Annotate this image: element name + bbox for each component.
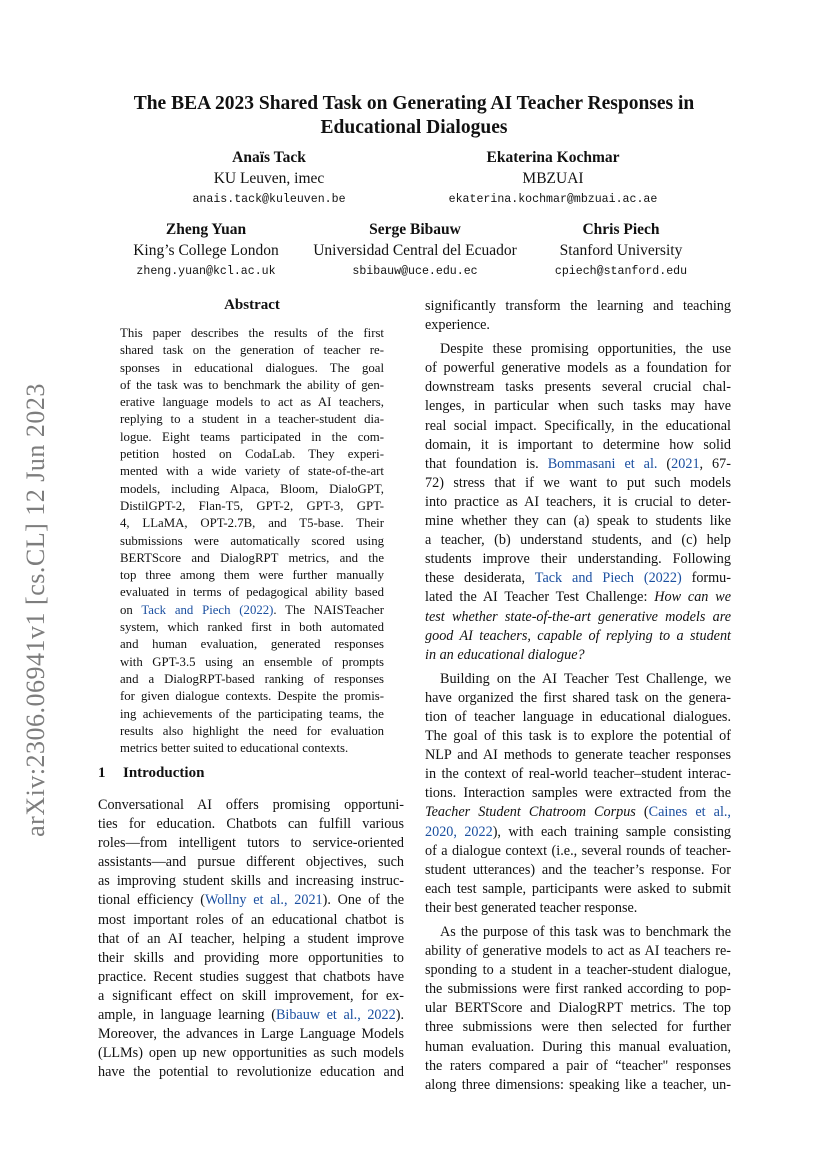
intro-paragraph bbox=[98, 796, 404, 1082]
text-run: ). bbox=[395, 1007, 404, 1024]
author-affiliation: Stanford University bbox=[559, 242, 683, 259]
text-line: have organized the first shared task on the genera- bbox=[425, 689, 731, 706]
text-line: good AI teachers, capable of replying to a student bbox=[425, 627, 731, 644]
title-line-1: The BEA 2023 Shared Task on Generating AI Teacher Responses in bbox=[133, 93, 695, 114]
text-line: Conversational AI offers promising opportuni- bbox=[98, 797, 404, 813]
text-line: the raters compared a pair of “teacher" responses bbox=[425, 1057, 731, 1074]
text-line: (LLMs) open up new opportunities as such models bbox=[98, 1045, 404, 1062]
text-line: ular BERTScore and DialogRPT metrics. The top bbox=[425, 1000, 731, 1017]
author-email[interactable]: anais.tack@kuleuven.be bbox=[192, 193, 346, 206]
author-name: Ekaterina Kochmar bbox=[486, 149, 620, 166]
abstract-line bbox=[120, 602, 384, 619]
author-email[interactable]: sbibauw@uce.edu.ec bbox=[352, 265, 478, 278]
abstract-line: metrics better suited to educational contexts. bbox=[120, 741, 349, 756]
text-line: students improve their understanding. Following bbox=[425, 551, 731, 568]
author-affiliation: Universidad Central del Ecuador bbox=[313, 242, 517, 259]
abstract-line: for given dialogue contexts. Despite the promis- bbox=[120, 689, 384, 704]
abstract-heading: Abstract bbox=[224, 297, 280, 313]
citation-link[interactable]: 2020, 2022 bbox=[425, 823, 493, 840]
text-line: have the potential to revolutionize education and bbox=[98, 1064, 404, 1081]
text-line: Building on the AI Teacher Test Challenge, we bbox=[440, 670, 731, 687]
author-email[interactable]: cpiech@stanford.edu bbox=[554, 265, 688, 278]
author-email[interactable]: ekaterina.kochmar@mbzuai.ac.ae bbox=[448, 193, 658, 206]
text-line: that of an AI teacher, helping a student improve bbox=[98, 930, 404, 947]
author-name: Zheng Yuan bbox=[165, 221, 247, 238]
text-line: in an educational dialogue? bbox=[425, 646, 585, 663]
citation-link[interactable]: 2021 bbox=[671, 455, 700, 472]
text-line: of powerful generative models as a foundation for bbox=[425, 360, 731, 377]
text-line: 72) stress that if we want to put such models bbox=[425, 474, 731, 491]
text-run: ( bbox=[635, 804, 649, 821]
text-line bbox=[98, 1006, 404, 1025]
abstract-line: 4, LLaMA, OPT-2.7B, and T5-base. Their bbox=[120, 516, 384, 531]
text-line bbox=[425, 803, 731, 822]
text-line: student utterances) and the teacher’s response. For bbox=[425, 861, 731, 878]
author-block bbox=[430, 148, 676, 211]
text-line: of a dialogue context (i.e., several rounds of teacher- bbox=[425, 842, 731, 859]
text-run: , 67- bbox=[699, 455, 731, 472]
citation-link[interactable]: Wollny et al., 2021 bbox=[205, 892, 323, 909]
text-run: on bbox=[120, 602, 142, 617]
text-run: ( bbox=[657, 455, 672, 472]
text-run: tional efficiency ( bbox=[98, 892, 206, 909]
author-block bbox=[126, 220, 286, 283]
title-line-2: Educational Dialogues bbox=[320, 117, 508, 138]
abstract-line: This paper describes the results of the first bbox=[120, 326, 384, 340]
citation-link[interactable]: Caines et al., bbox=[648, 804, 731, 821]
text-line: sponding to a student in a teacher-student dialogue, bbox=[425, 962, 731, 979]
abstract-line: replying to a student in a teacher-student dia- bbox=[120, 412, 384, 427]
author-block bbox=[178, 148, 360, 211]
paragraph bbox=[425, 670, 731, 918]
text-line bbox=[425, 823, 731, 842]
emphasis-run: Teacher Student Chatroom Corpus bbox=[425, 804, 636, 821]
abstract-line: and human evaluation, generated responses bbox=[120, 637, 384, 652]
right-column bbox=[425, 297, 731, 1100]
text-line: ties for education. Chatbots can fulfill various bbox=[98, 816, 404, 833]
text-line: As the purpose of this task was to benchmark the bbox=[440, 924, 731, 940]
section-heading-introduction bbox=[98, 765, 204, 782]
text-line: the submissions were first ranked according to pop- bbox=[425, 981, 731, 998]
text-run: ), with each training sample consisting bbox=[492, 823, 732, 840]
text-run: formu- bbox=[681, 570, 731, 587]
text-run: lated the AI Teacher Test Challenge: bbox=[425, 589, 655, 606]
abstract-line: and a DialogRPT-based ranking of responses bbox=[120, 671, 384, 686]
text-run: that foundation is. bbox=[425, 455, 548, 472]
text-line: along three dimensions: speaking like a teacher, un- bbox=[425, 1076, 731, 1093]
author-block bbox=[302, 220, 528, 283]
citation-link[interactable]: Tack and Piech (2022) bbox=[534, 570, 682, 587]
section-number: 1 bbox=[98, 765, 106, 781]
text-line: as improving student skills and increasing instruc- bbox=[98, 873, 404, 890]
abstract-line: of the task was to benchmark the ability of gen- bbox=[120, 377, 384, 392]
paragraph bbox=[425, 923, 731, 1095]
text-line: lenges, in particular when such tasks may have bbox=[425, 398, 731, 415]
text-line: their best generated teacher response. bbox=[425, 899, 638, 916]
text-line: most important roles of an educational chatbot is bbox=[98, 911, 404, 928]
abstract-line: top three among them were further manually bbox=[120, 568, 384, 583]
text-line: experience. bbox=[425, 317, 490, 334]
text-line bbox=[98, 891, 404, 910]
text-line: test whether state-of-the-art generative models are bbox=[425, 608, 731, 625]
text-line bbox=[425, 588, 731, 607]
text-line bbox=[425, 455, 731, 474]
paragraph bbox=[425, 340, 731, 665]
text-run: . The NAISTeacher bbox=[273, 602, 384, 617]
text-line: The goal of this task is to explore the potential of bbox=[425, 728, 731, 745]
arxiv-sidebar-stamp bbox=[8, 360, 64, 860]
text-line: significantly transform the learning and teaching bbox=[425, 298, 731, 314]
abstract-line: erative language models to act as AI teachers, bbox=[120, 395, 384, 410]
abstract-line: BERTScore and DialogRPT metrics, and the bbox=[120, 550, 384, 565]
section-title: Introduction bbox=[123, 765, 205, 781]
text-line: into practice as AI teachers, it is crucial to deter- bbox=[425, 493, 731, 510]
paper-title bbox=[96, 92, 732, 140]
author-affiliation: MBZUAI bbox=[522, 170, 584, 187]
text-line: in the context of real-world teacher–student interac- bbox=[425, 766, 731, 783]
text-line: ability of generative models to act as AI teachers re- bbox=[425, 943, 731, 960]
author-name: Serge Bibauw bbox=[369, 221, 461, 238]
text-line: three submissions were then selected for further bbox=[425, 1019, 731, 1036]
text-line: tion of teacher language in educational dialogues. bbox=[425, 708, 731, 725]
abstract-line: results also highlight the need for evaluation bbox=[120, 723, 384, 738]
text-line: human evaluation. During this manual evaluation, bbox=[425, 1038, 731, 1055]
author-affiliation: King’s College London bbox=[133, 242, 279, 259]
abstract-line: logue. Eight teams participated in the com- bbox=[120, 429, 384, 444]
abstract-line: evaluated in terms of pedagogical ability based bbox=[120, 585, 384, 600]
text-line: mine whether they can (a) speak to students like bbox=[425, 513, 731, 530]
text-line: tions. Interaction samples were extracted from the bbox=[425, 785, 731, 802]
abstract-line: submissions were automatically scored using bbox=[120, 533, 384, 548]
author-email[interactable]: zheng.yuan@kcl.ac.uk bbox=[136, 265, 276, 278]
paragraph bbox=[425, 297, 731, 335]
text-line: a teacher, (b) understand students, and (c) help bbox=[425, 532, 731, 549]
citation-link[interactable]: Tack and Piech (2022) bbox=[141, 602, 274, 617]
author-name: Anaïs Tack bbox=[232, 149, 306, 166]
abstract-line: sponses in educational dialogues. The goal bbox=[120, 360, 384, 375]
text-line: Despite these promising opportunities, the use bbox=[440, 341, 731, 358]
text-line bbox=[425, 569, 731, 588]
abstract-line: with GPT-3.5 using an ensemble of prompts bbox=[120, 654, 384, 669]
text-line: Moreover, the advances in Large Language Models bbox=[98, 1026, 404, 1043]
abstract-line: ing achievements of the participating teams, the bbox=[120, 706, 384, 721]
text-line: NLP and AI methods to generate teacher responses bbox=[425, 747, 731, 764]
abstract-line: shared task on the generation of teacher re- bbox=[120, 343, 384, 358]
arxiv-id: arXiv:2306.06941v1 [cs.CL] 12 Jun 2023 bbox=[21, 383, 50, 837]
emphasis-run: How can we bbox=[654, 589, 731, 606]
abstract-line: mented with a wide variety of state-of-the-art bbox=[120, 464, 384, 479]
text-run: ample, in language learning ( bbox=[98, 1007, 276, 1024]
citation-link[interactable]: Bommasani et al. bbox=[547, 455, 658, 472]
text-line: a significant effect on skill improvement, for ex- bbox=[98, 987, 404, 1004]
text-line: practice. Recent studies suggest that chatbots have bbox=[98, 968, 404, 985]
author-name: Chris Piech bbox=[582, 221, 660, 238]
abstract-line: models, including Alpaca, Bloom, DialoGPT, bbox=[120, 481, 384, 496]
text-run: ). One of the bbox=[322, 892, 404, 909]
text-line: downstream tasks presents several crucial chal- bbox=[425, 379, 731, 396]
text-line: real social impact. Specifically, in the educational bbox=[425, 417, 731, 434]
abstract-line: petition hosted on CodaLab. They experi- bbox=[120, 447, 384, 462]
text-line: domain, it is important to determine how solid bbox=[425, 436, 731, 453]
abstract-body bbox=[120, 325, 384, 757]
text-line: roles—from intelligent tutors to service-oriented bbox=[98, 835, 404, 852]
abstract-line: DistilGPT-2, Flan-T5, GPT-2, GPT-3, GPT- bbox=[120, 498, 384, 513]
text-line: their skills and providing more opportunities to bbox=[98, 949, 404, 966]
citation-link[interactable]: Bibauw et al., 2022 bbox=[275, 1007, 396, 1024]
text-line: each test sample, participants were asked to submit bbox=[425, 880, 731, 897]
author-affiliation: KU Leuven, imec bbox=[213, 170, 325, 187]
author-block bbox=[546, 220, 696, 283]
text-line: assistants—and pursue different objectives, such bbox=[98, 854, 404, 871]
text-run: these desiderata, bbox=[425, 570, 535, 587]
abstract-line: system, which ranked first in both automated bbox=[120, 620, 384, 635]
